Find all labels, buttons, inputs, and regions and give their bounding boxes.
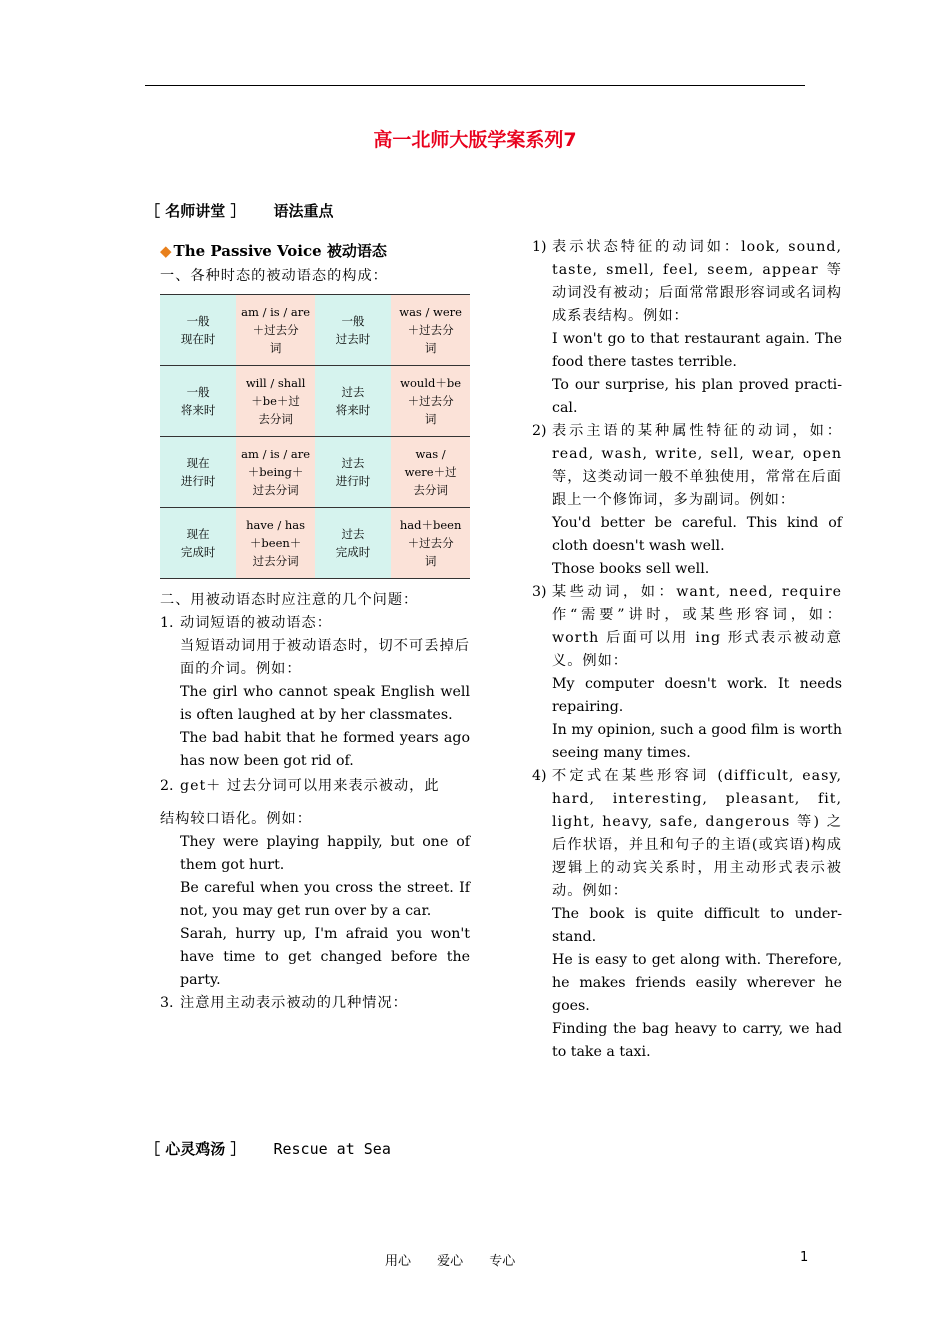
item-title: 注意用主动表示被动的几种情况：: [180, 995, 408, 1011]
left-column: [160, 240, 470, 1015]
example-sentence: In my opinion, such a good film is worth seeing many times.: [552, 722, 842, 761]
item-number: 1.: [160, 615, 174, 631]
part2-title: 二、用被动语态时应注意的几个问题：: [160, 592, 419, 608]
item-number: 3): [532, 584, 547, 600]
header-rule: [145, 85, 805, 86]
example-sentence: Those books sell well.: [552, 561, 710, 577]
section-topic: Rescue at Sea: [273, 1140, 391, 1158]
item-number: 3.: [160, 995, 174, 1011]
heading-text: The Passive Voice 被动语态: [173, 242, 387, 260]
example-sentence: Finding the bag heavy to carry, we had to take a taxi.: [552, 1021, 842, 1060]
tense-form-cell: am / is / are ＋过去分 词: [236, 295, 315, 366]
item-text: 某些动词，如：want, need, require 作“需要”讲时，或某些形容词，如：worth 后面可以用 ing 形式表示被动意义。例如：: [552, 584, 842, 669]
passive-voice-heading: [160, 240, 470, 263]
item-text: 表示状态特征的动词如：look, sound, taste, smell, feel, seem, appear 等动词没有被动；后面常常跟形容词或名词构成系表结构。例如：: [552, 239, 842, 324]
list-item: [160, 775, 470, 798]
item-number: 2.: [160, 778, 174, 794]
tense-name-cell: 过去 将来时: [315, 366, 391, 437]
tense-name-cell: 一般 将来时: [160, 366, 236, 437]
list-item: [532, 420, 842, 512]
example-sentence: My computer doesn't work. It needs repairing.: [552, 676, 842, 715]
list-item: [532, 581, 842, 673]
item-description: 当短语动词用于被动语态时，切不可丢掉后面的介词。例如：: [180, 638, 470, 677]
example-sentence: He is easy to get along with. Therefore, he makes friends easily wherever he goes.: [552, 952, 842, 1014]
tense-form-cell: have / has ＋been＋ 过去分词: [236, 508, 315, 579]
page-number: 1: [800, 1250, 809, 1265]
tense-form-cell: will / shall ＋be＋过 去分词: [236, 366, 315, 437]
tense-form-cell: am / is / are ＋being＋ 过去分词: [236, 437, 315, 508]
tense-name-cell: 过去 完成时: [315, 508, 391, 579]
intro-text: 一、各种时态的被动语态的构成：: [160, 268, 388, 284]
item-title: 动词短语的被动语态：: [180, 615, 332, 631]
item-continuation: 结构较口语化。例如：: [160, 811, 312, 827]
item-text: 表示主语的某种属性特征的动词，如：read, wash, write, sell, wear, open 等，这类动词一般不单独使用，常常在后面跟上一个修饰词，多为副词。例如：: [552, 423, 842, 508]
tense-form-cell: had＋been ＋过去分 词: [391, 508, 470, 579]
example-sentence: Sarah, hurry up, I'm afraid you won't have time to get changed before the party.: [180, 926, 470, 988]
example-sentence: You'd better be careful. This kind of cloth doesn't wash well.: [552, 515, 842, 554]
list-item: [160, 992, 470, 1015]
example-sentence: I won't go to that restaurant again. The food there tastes terrible.: [552, 331, 842, 370]
diamond-bullet-icon: ◆: [160, 242, 172, 260]
tense-name-cell: 一般 现在时: [160, 295, 236, 366]
tense-name-cell: 一般 过去时: [315, 295, 391, 366]
item-number: 1): [532, 239, 547, 255]
item-title: get＋ 过去分词可以用来表示被动，此: [180, 778, 440, 794]
tense-table: [160, 294, 470, 579]
page-title: 高一北师大版学案系列7: [373, 129, 577, 151]
section-heading-lecture: [145, 200, 333, 221]
table-row: [160, 295, 470, 366]
table-row: [160, 508, 470, 579]
item-number: 4): [532, 768, 547, 784]
tense-name-cell: 现在 完成时: [160, 508, 236, 579]
section-heading-soup: [145, 1138, 391, 1159]
item-text: 不定式在某些形容词 (difficult, easy, hard, interesting, pleasant, fit, light, heavy, safe, dangerous 等) 之后作状语，并且和句子的主语(或宾语)构成逻辑上的动宾关系时，用主动形式表示被动。例如：: [552, 768, 842, 899]
example-sentence: The bad habit that he formed years ago has now been got rid of.: [180, 730, 470, 769]
tense-form-cell: was / were ＋过去分 词: [391, 295, 470, 366]
tense-form-cell: would＋be ＋过去分 词: [391, 366, 470, 437]
section-label: ［ 心灵鸡汤 ］: [145, 1140, 246, 1158]
example-sentence: The girl who cannot speak English well is often laughed at by her classmates.: [180, 684, 470, 723]
example-sentence: Be careful when you cross the street. If not, you may get run over by a car.: [180, 880, 470, 919]
right-column: [532, 236, 842, 1064]
table-row: [160, 366, 470, 437]
example-sentence: They were playing happily, but one of them got hurt.: [180, 834, 470, 873]
list-item: [532, 765, 842, 903]
section-topic: 语法重点: [273, 202, 334, 220]
tense-form-cell: was / were＋过 去分词: [391, 437, 470, 508]
example-sentence: To our surprise, his plan proved practi-cal.: [552, 377, 842, 416]
item-number: 2): [532, 423, 547, 439]
tense-name-cell: 现在 进行时: [160, 437, 236, 508]
section-label: ［ 名师讲堂 ］: [145, 202, 246, 220]
tense-name-cell: 过去 进行时: [315, 437, 391, 508]
list-item: [160, 612, 470, 635]
footer-text: 用心 爱心 专心: [385, 1254, 516, 1269]
table-row: [160, 437, 470, 508]
list-item: [532, 236, 842, 328]
example-sentence: The book is quite difficult to under-stand.: [552, 906, 842, 945]
